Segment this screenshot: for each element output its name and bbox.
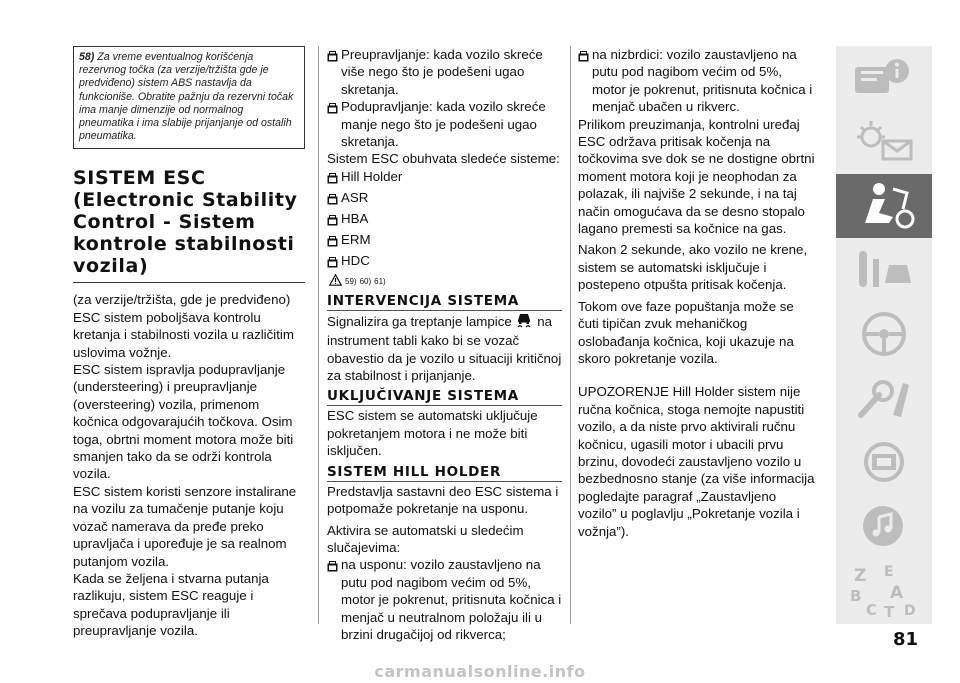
safety-icon[interactable] [836,174,932,238]
list-item-text: na nizbrdici: vozilo zaustavljeno na putu pod nagibom većim od 5%, motor je pokrenut, pritisnuta kočnica i menjač ubačen u rikverc. [592,47,813,115]
bullet-icon [327,49,338,67]
warning-text: Za vreme eventualnog korišćenja rezervnog točka (za verzije/tržišta gde je predviđeno) sistem ABS nastavlja da funkcioniše. Obratite pažnju da rezervni točak ima manje dimenzije od normalnog pneumatika i ima slabije prijanjanje od ostalih pneumatika. [79,51,294,143]
paragraph: Prilikom preuzimanja, kontrolni uređaj ESC održava pritisak kočenja na točkovima sve dok se ne dostigne obrtni moment motora koji je neophodan za polazak, ili najviše 2 sekunde, i na taj način omogućava da se desno stopalo lagano premesti sa kočnice na gas. [578,116,815,237]
paragraph: Predstavlja sastavni deo ESC sistema i potpomaže pokretanje na usponu. [327,483,559,517]
page-number: 81 [892,629,918,650]
starting-driving-icon[interactable] [836,238,932,302]
list-item-text: Preupravljanje: kada vozilo skreće više nego što je podešeni ugao skretanja. [341,47,543,97]
heading-ukljucivanje: UKLJUČIVANJE SISTEMA [327,388,562,406]
section-title [73,167,305,283]
index-letter: T [884,603,895,619]
paragraph: ESC sistem poboljšava kontrolu kretanja i stabilnosti vozila u različitim uslovima vožnje. [73,309,294,360]
technical-data-icon[interactable] [836,430,932,494]
section-title-line: kontrole stabilnosti [73,233,295,256]
list-item [327,168,562,189]
bullet-icon [327,234,338,252]
esc-warning-light-icon [516,312,532,332]
index-letter: A [890,583,904,603]
info-icon[interactable] [836,46,932,110]
paragraph: Aktivira se automatski u sledećim slučajevima: [327,522,524,555]
warning-lights-icon[interactable] [836,110,932,174]
paragraph-text: Signalizira ga treptanje lampice [327,313,512,329]
paragraph: ESC sistem koristi senzore instalirane na vozilu za tumačenje putanje koju vozač namerava da pređe preko upravljača i upoređuje je sa realnom putanjom vozila. [73,483,297,569]
section-title-line: SISTEM ESC [73,167,206,190]
list-item-text: ERM [341,231,371,247]
watermark: carmanualsonline.info [374,662,586,681]
list-item-text: Podupravljanje: kada vozilo skreće manje nego što je podešeni ugao skretanja. [341,99,546,150]
list-item [327,231,562,252]
list-item [327,210,562,231]
list-item-text: HDC [341,252,370,268]
steering-icon[interactable] [836,302,932,366]
paragraph [327,312,562,385]
column-2 [327,46,562,643]
availability-note: (za verzije/tržišta, gde je predviđeno) [73,292,291,308]
paragraph: Sistem ESC obuhvata sledeće sisteme: [327,151,560,167]
column-3 [578,46,818,540]
heading-hill-holder: SISTEM HILL HOLDER [327,464,562,482]
index-letter: D [904,603,916,619]
column-divider-2 [570,46,571,624]
list-item-text: HBA [341,210,369,226]
paragraph: Kada se željena i stvarna putanja razlikuju, sistem ESC reaguje i sprečava podupravljanje ili preupravljanje vozila. [73,570,269,639]
warning-ref[interactable]: 61) [374,276,386,286]
warning-triangle-icon [329,274,342,290]
column-divider-1 [318,46,319,624]
maintenance-icon[interactable] [836,366,932,430]
list-item [327,46,562,98]
paragraph: ESC sistem se automatski uključuje pokretanjem motora i ne može biti isključen. [327,408,538,459]
warning-references[interactable] [329,274,562,290]
section-title-line: vozila) [73,255,149,278]
list-item-text: Hill Holder [341,168,403,184]
warning-paragraph: UPOZORENJE Hill Holder sistem nije ručna kočnica, stoga nemojte napustiti vozilo, a da niste prvo aktivirali ručnu kočnicu, ugasili motor i ubacili prvu brzinu, dovodeći zaustavljeno vozilo u bezbednosno stanje (za više informacija pogledajte paragraf „Zaustavljeno vozilo” u poglavlju „Pokretanje vozila i vožnja”). [578,384,815,539]
bullet-icon [327,559,338,577]
paragraph: Tokom ove faze popuštanja može se čuti tipičan zvuk mehaničkog oslobađanja kočnica, koji ukazuje na skoro pokretanje vozila. [578,298,794,366]
list-item [327,556,562,643]
column-1 [73,46,305,640]
index-letter: B [850,587,862,605]
chapter-sidebar [836,46,932,624]
bullet-icon [327,255,338,273]
warning-ref[interactable]: 60) [359,276,372,286]
list-item [327,189,562,210]
section-title-line: Control - Sistem [73,211,256,234]
paragraph: ESC sistem ispravlja podupravljanje (understeering) i preupravljanje (oversteering) vozila, primenom kočnica odgovarajućih točkova. Osim toga, obrtni moment motora može biti smanjen tako da se održi kontrola vozila. [73,362,294,482]
list-item [578,46,818,116]
bullet-icon [327,171,338,189]
paragraph-text: na instrument tabli kako bi se vozač obavestio da je vozilo u situaciji kritičnoj za stabilnost i prijanjanje. [327,313,562,384]
section-title-line: (Electronic Stability [73,189,298,212]
list-item [327,98,562,150]
bullet-icon [327,192,338,210]
warning-number: 58) [79,51,95,63]
list-item-text: ASR [341,189,369,205]
bullet-icon [327,213,338,231]
index-icon[interactable] [836,558,932,624]
index-letter: Z [854,566,867,586]
bullet-icon [578,49,589,67]
list-item [327,252,562,273]
warning-ref[interactable]: 59) [345,276,357,286]
paragraph: Nakon 2 sekunde, ako vozilo ne krene, sistem se automatski isključuje i postepeno otpušta pritisak kočenja. [578,242,808,293]
warning-note [73,46,305,149]
bullet-icon [327,101,338,119]
index-letter: C [866,601,878,619]
heading-intervencija: INTERVENCIJA SISTEMA [327,293,562,311]
list-item-text: na usponu: vozilo zaustavljeno na putu pod nagibom većim od 5%, motor je pokrenut, pritisnuta kočnica i menjač u neutralnom položaju ili u brzini drugačijoj od rikverca; [341,557,562,642]
index-letter: E [884,564,894,580]
multimedia-icon[interactable] [836,494,932,558]
